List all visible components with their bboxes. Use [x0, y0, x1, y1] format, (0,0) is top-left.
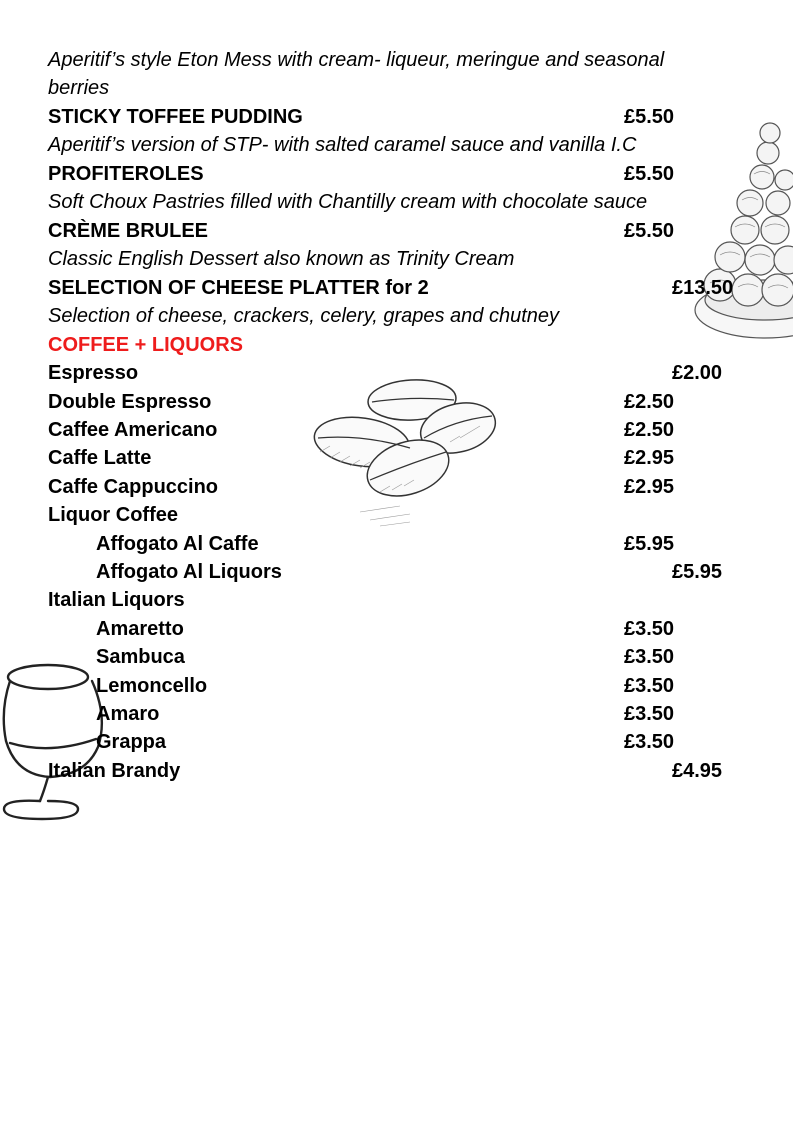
menu-item-grappa — [96, 728, 773, 756]
item-name: Lemoncello — [96, 675, 208, 697]
menu-item-affogato-al-caffe — [96, 530, 773, 558]
item-name: Affogato Al Caffe — [96, 533, 259, 555]
item-price: £2.50 — [624, 419, 675, 441]
item-name: CRÈME BRULEE — [48, 220, 209, 242]
item-name: Sambuca — [96, 646, 185, 668]
menu-item-lemoncello — [96, 672, 773, 700]
section-heading-coffee-liquors: COFFEE + LIQUORS — [48, 334, 244, 356]
menu-item-amaretto — [96, 615, 773, 643]
item-name: Caffee Americano — [48, 419, 218, 441]
item-name: Double Espresso — [48, 391, 212, 413]
subheading-italian-liquors: Italian Liquors — [48, 589, 185, 611]
menu-item-caffe-cappuccino — [48, 473, 773, 501]
menu-item-double-espresso — [48, 388, 773, 416]
sticky-toffee-pudding-description: Aperitif’s version of STP- with salted caramel sauce and vanilla I.C — [48, 134, 637, 156]
item-name: Caffe Cappuccino — [48, 476, 219, 498]
item-price: £2.00 — [672, 362, 723, 384]
item-price: £5.95 — [672, 561, 723, 583]
item-name: Affogato Al Liquors — [96, 561, 282, 583]
menu-item-sticky-toffee-pudding — [48, 103, 773, 131]
item-price: £3.50 — [624, 703, 675, 725]
creme-brulee-description: Classic English Dessert also known as Trinity Cream — [48, 248, 515, 270]
item-price: £2.50 — [624, 391, 675, 413]
menu-item-sambuca — [96, 643, 773, 671]
menu-item-creme-brulee — [48, 217, 773, 245]
item-name: Grappa — [96, 731, 167, 753]
item-name: Amaro — [96, 703, 160, 725]
item-price: £5.95 — [624, 533, 675, 555]
menu-item-cheese-platter — [48, 274, 773, 302]
item-name: STICKY TOFFEE PUDDING — [48, 106, 303, 128]
item-name: Caffe Latte — [48, 447, 152, 469]
item-price: £5.50 — [624, 163, 675, 185]
profiteroles-description: Soft Choux Pastries filled with Chantilly cream with chocolate sauce — [48, 191, 648, 213]
item-price: £5.50 — [624, 220, 675, 242]
item-name: PROFITEROLES — [48, 163, 204, 185]
menu-item-affogato-al-liquors — [96, 558, 773, 586]
item-price: £2.95 — [624, 476, 675, 498]
item-price: £13.50 — [672, 277, 734, 299]
item-name: Espresso — [48, 362, 139, 384]
item-price: £3.50 — [624, 675, 675, 697]
menu-item-profiteroles — [48, 160, 773, 188]
subheading-liquor-coffee: Liquor Coffee — [48, 504, 178, 526]
brandy-glass-illustration — [0, 655, 110, 825]
menu-item-amaro — [96, 700, 773, 728]
menu-item-espresso — [48, 359, 773, 387]
item-price: £5.50 — [624, 106, 675, 128]
item-name: SELECTION OF CHEESE PLATTER for 2 — [48, 277, 429, 299]
item-price: £3.50 — [624, 646, 675, 668]
item-price: £3.50 — [624, 618, 675, 640]
cheese-platter-description: Selection of cheese, crackers, celery, grapes and chutney — [48, 305, 560, 327]
menu-item-caffee-americano — [48, 416, 773, 444]
item-price: £4.95 — [672, 760, 723, 782]
item-name: Amaretto — [96, 618, 184, 640]
eton-mess-description: Aperitif’s style Eton Mess with cream- liqueur, meringue and seasonal berries — [48, 49, 665, 99]
item-price: £3.50 — [624, 731, 675, 753]
menu-item-caffe-latte — [48, 444, 773, 472]
menu-item-italian-brandy — [48, 757, 773, 785]
item-name: Italian Brandy — [48, 760, 181, 782]
item-price: £2.95 — [624, 447, 675, 469]
